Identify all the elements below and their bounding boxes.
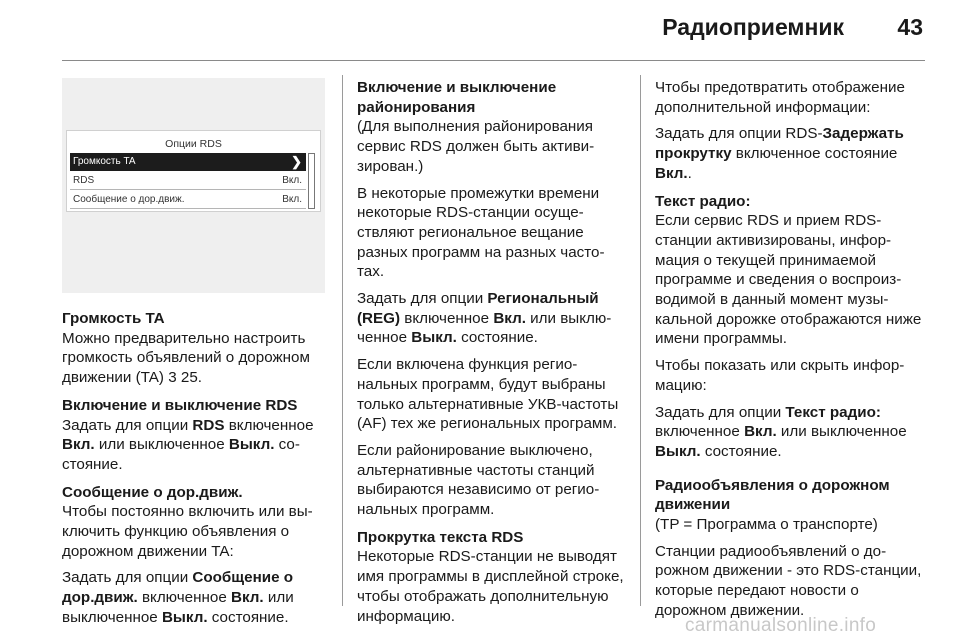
section-text-scroll bbox=[357, 528, 625, 627]
page-header bbox=[0, 0, 960, 60]
section-title: Включение и выключение RDS bbox=[62, 396, 298, 414]
section-traffic-message bbox=[62, 483, 330, 628]
menu-item-label: Громкость TA bbox=[73, 156, 136, 167]
paragraph: В некоторые промежутки времени некоторые RDS-станции осуществляют региональное вещание разных программ на разных частотах. bbox=[357, 184, 605, 281]
paragraph: Можно предварительно настроить громкость объявлений о дорожном движении (TA) 3 25. bbox=[62, 329, 310, 387]
column-right bbox=[655, 78, 925, 629]
paragraph: Некоторые RDS-станции не выводят имя программы в дисплейной строке, чтобы отображать дополнительную информацию. bbox=[357, 548, 624, 625]
section-title: Радиообъявления о дорожном движении bbox=[655, 476, 890, 514]
paragraph: Чтобы показать или скрыть информацию: bbox=[655, 357, 905, 394]
paragraph: Чтобы предотвратить отображение дополнительной информации: bbox=[655, 79, 905, 116]
column-divider bbox=[640, 75, 641, 606]
paragraph: Задать для опции Текст радио: включенное Вкл. или выключенное Выкл. состояние. bbox=[655, 403, 907, 460]
paragraph: Задать для опции Региональный (REG) включенное Вкл. или выключенное Выкл. состояние. bbox=[357, 290, 612, 347]
section-scroll-freeze bbox=[655, 78, 925, 184]
menu-item-label: Сообщение о дор.движ. bbox=[73, 194, 185, 205]
rds-options-figure bbox=[62, 78, 325, 293]
section-regionalization bbox=[357, 78, 625, 520]
scrollbar bbox=[308, 153, 315, 209]
menu-item-value: Вкл. bbox=[282, 175, 302, 186]
section-ta-volume bbox=[62, 309, 330, 388]
menu-item-traffic-message bbox=[70, 191, 306, 209]
paragraph: Чтобы постоянно включить или выключить функцию объявления о дорожном движении TA: bbox=[62, 503, 313, 560]
header-rule bbox=[62, 60, 925, 61]
paragraph: Задать для опции Сообщение о дор.движ. включенное Вкл. или выключенное Выкл. состояние. bbox=[62, 569, 294, 626]
section-radio-text bbox=[655, 192, 925, 462]
section-title: Включение и выключение районирования bbox=[357, 79, 557, 116]
section-title: Громкость TA bbox=[62, 310, 165, 327]
paragraph: Задать для опции RDS включенное Вкл. или выключенное Выкл. состояние. bbox=[62, 416, 314, 473]
section-rds-toggle bbox=[62, 396, 330, 475]
paragraph: Задать для опции RDS-Задержать прокрутку включенное состояние Вкл.. bbox=[655, 125, 904, 182]
arrow-ref-icon: 3 bbox=[168, 369, 177, 387]
section-title: Текст радио: bbox=[655, 192, 751, 210]
column-left bbox=[62, 78, 330, 636]
paragraph: Станции радиообъявлений о дорожном движении - это RDS-станции, которые передают новости о дорожном движении. bbox=[655, 542, 922, 619]
section-title: Сообщение о дор.движ. bbox=[62, 483, 243, 501]
chevron-right-icon: ❯ bbox=[291, 154, 302, 169]
paragraph: Если сервис RDS и прием RDS-станции активизированы, информация о текущей принимаемой программе и сведения о воспроизводимой в данный момент музыкальной дорожке отображаются ниже имени программы. bbox=[655, 212, 922, 348]
menu-item-value: Вкл. bbox=[282, 194, 302, 205]
menu-item-ta-volume bbox=[70, 153, 306, 171]
column-divider bbox=[342, 75, 343, 606]
watermark: carmanualsonline.info bbox=[685, 615, 877, 636]
section-traffic-announcements bbox=[655, 476, 925, 621]
column-middle bbox=[357, 78, 625, 634]
paragraph: (TP = Программа о транспорте) bbox=[655, 516, 878, 534]
menu-item-label: RDS bbox=[73, 175, 95, 186]
page-number: 43 bbox=[897, 14, 923, 40]
section-title: Прокрутка текста RDS bbox=[357, 528, 524, 546]
menu-item-rds bbox=[70, 172, 306, 190]
display-screen bbox=[66, 130, 321, 212]
screen-title: Опции RDS bbox=[165, 138, 222, 150]
paragraph: Если районирование выключено, альтернативные частоты станций выбираются независимо от региональных программ. bbox=[357, 441, 600, 519]
paragraph: Если включена функция региональных программ, будут выбраны только альтернативные УКВ-частоты (AF) тех же региональных программ. bbox=[357, 356, 619, 433]
page-title: Радиоприемник bbox=[662, 14, 844, 40]
paragraph: (Для выполнения районирования сервис RDS должен быть активизирован.) bbox=[357, 118, 595, 175]
